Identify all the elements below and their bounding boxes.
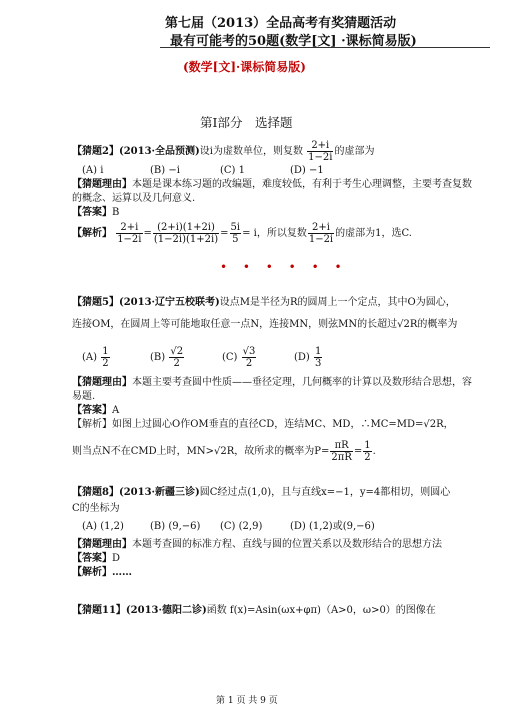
q8-line1: 圆C经过点(1,0)，且与直线x=−1，y=4都相切，则圆心 (199, 487, 451, 498)
q2-fraction: $\frac{2+i}{1-2i}$ (308, 140, 333, 163)
q2-analysis-tag: 【解析】 (72, 228, 112, 239)
q2-stem-end: 的虚部为 (334, 146, 375, 157)
page-footer: 第 1 页 共 9 页 (216, 696, 278, 706)
q8-option-a: (A) (1,2) (82, 521, 124, 532)
q5-option-c: (C) $\frac{√3}{2}$ (222, 346, 256, 369)
q5-option-d: (D) $\frac{1}{3}$ (294, 346, 322, 369)
q2-analysis-frac3: $\frac{5i}{5}$ (230, 222, 241, 245)
q8-tag: 【猜题8】 (72, 487, 119, 498)
q8-answer-tag: 【答案】 (72, 553, 112, 564)
q5-stem (72, 296, 456, 310)
q2-source: (2013·全品预测) (118, 146, 200, 157)
q8-option-b: (B) (9,−6) (150, 521, 201, 532)
q8-line2: C的坐标为 (72, 503, 120, 514)
q2-stem-text: 设i为虚数单位，则复数 (199, 146, 303, 157)
question-separator: • • • • • • (220, 260, 348, 274)
q2-reason-line1: 本题是课本练习题的改编题，难度较低，有利于考生心理调整，主要考查复数 (132, 179, 472, 190)
q2-analysis-frac1: $\frac{2+i}{1-2i}$ (117, 222, 142, 245)
section-title: 第Ⅰ部分 选择题 (200, 115, 293, 130)
header-title-line1: 第七届（2013）全品高考有奖猜题活动 (165, 16, 397, 31)
q2-option-c: (C) 1 (220, 165, 245, 176)
q2-analysis-frac4: $\frac{2+i}{1-2i}$ (308, 222, 334, 245)
q5-line2: 连接OM，在圆周上等可能地取任意一点N，连接MN，则弦MN的长超过√2R的概率为 (72, 319, 458, 330)
q8-answer-value: D (112, 553, 121, 564)
q11-stem (72, 604, 436, 618)
header-divider (160, 47, 490, 48)
q8-option-c: (C) (2,9) (220, 521, 263, 532)
q11-source: (2013·德阳二诊) (125, 605, 207, 616)
q5-analysis-line1: 【解析】如图上过圆心O作OM垂直的直径CD，连结MC、MD，∴MC=MD=√2R， (72, 419, 454, 430)
q11-line1: 函数 f(x)=Asin(ωx+φπ)（A>0，ω>0）的图像在 (206, 605, 436, 616)
q11-tag: 【猜题11】 (72, 605, 126, 616)
q2-option-b: (B) −i (150, 165, 180, 176)
q5-answer (72, 404, 119, 418)
q5-option-a: (A) $\frac{1}{2}$ (82, 346, 109, 369)
q2-analysis-end: 的虚部为1，选C. (335, 228, 412, 239)
q5-reason-tag: 【猜题理由】 (72, 377, 132, 388)
q5-answer-tag: 【答案】 (72, 405, 112, 416)
q8-reason (72, 538, 442, 552)
q2-stem (72, 140, 374, 163)
q2-option-a: (A) i (82, 165, 104, 176)
q2-answer (72, 206, 119, 220)
q2-answer-tag: 【答案】 (72, 207, 112, 218)
q2-reason-line2: 的概念、运算以及几何意义. (72, 193, 196, 204)
q8-option-d: (D) (1,2)或(9,−6) (290, 521, 375, 532)
q8-answer (72, 552, 120, 566)
q2-reason-tag: 【猜题理由】 (72, 179, 132, 190)
q8-reason-text: 本题考查圆的标准方程、直线与圆的位置关系以及数形结合的思想方法 (132, 539, 442, 550)
q2-option-d: (D) −1 (290, 165, 324, 176)
edition-subtitle: (数学[文]·课标简易版) (183, 60, 306, 74)
q5-reason-line1: 本题主要考查圆中性质——垂径定理，几何概率的计算以及数形结合思想，容 (132, 377, 472, 388)
q2-analysis: 【解析】 $\frac{2+i}{1-2i}$ = $\frac{(2+i)(1+2i)}{(1-2i)(1+2i)}$ = $\frac{5i}{5}$ = i，所以复数 $\frac{2+i}{1-2i}$ 的虚部为1，选C. (72, 222, 412, 245)
q5-analysis-line2: 则当点N不在CMD上时，MN>√2R，故所求的概率为P= $\frac{\pi R}{2\pi R}$ = $\frac{1}{2}$ . (72, 440, 376, 463)
q8-source: (2013·新疆三诊) (118, 487, 200, 498)
q5-source: (2013·辽宁五校联考) (118, 297, 220, 308)
q2-analysis-frac2: $\frac{(2+i)(1+2i)}{(1-2i)(1+2i)}$ (153, 222, 219, 245)
q8-reason-tag: 【猜题理由】 (72, 539, 132, 550)
q2-tag: 【猜题2】 (72, 146, 119, 157)
q5-reason-line2: 易题. (72, 391, 96, 402)
q2-reason (72, 178, 472, 192)
header-title-line2: 最有可能考的50题(数学[文] ·课标简易版) (170, 34, 417, 49)
q5-answer-value: A (112, 405, 120, 416)
q2-analysis-eq: = i，所以复数 (242, 228, 307, 239)
q5-line1: 设点M是半径为R的圆周上一个定点，其中O为圆心， (219, 297, 456, 308)
q8-analysis: 【解析】…… (72, 567, 132, 578)
q5-reason (72, 376, 472, 390)
q2-answer-value: B (112, 207, 120, 218)
q5-option-b: (B) $\frac{√2}{2}$ (150, 346, 184, 369)
q8-stem (72, 486, 450, 500)
q5-tag: 【猜题5】 (72, 297, 119, 308)
